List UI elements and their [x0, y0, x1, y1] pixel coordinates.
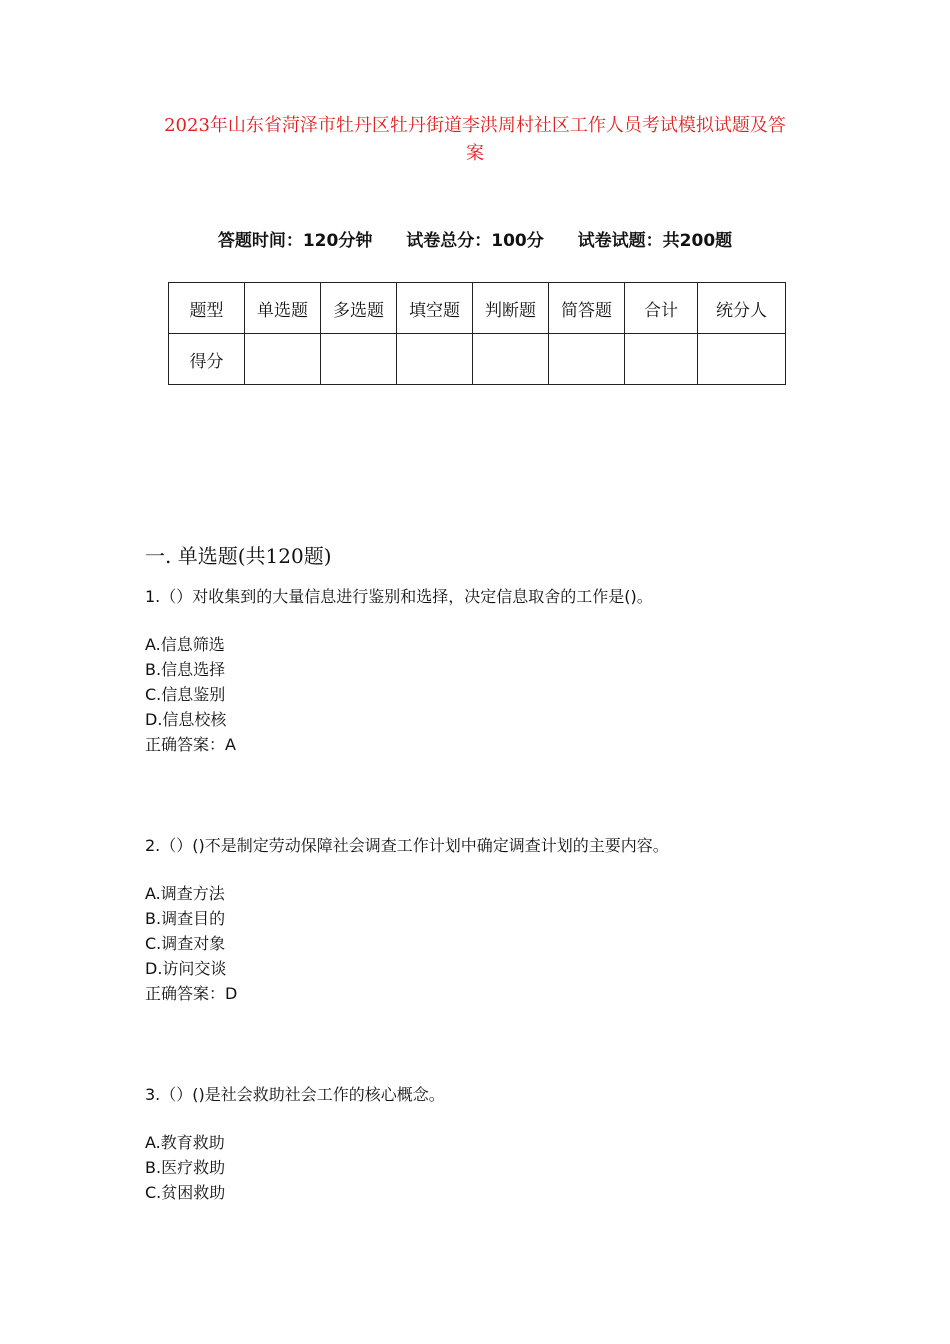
score-table-header-row	[169, 283, 786, 334]
exam-time: 答题时间：120分钟	[217, 231, 373, 251]
question-2	[145, 833, 825, 1006]
question-stem: 3.（）()是社会救助社会工作的核心概念。	[145, 1085, 445, 1104]
correct-answer: 正确答案：D	[145, 984, 238, 1003]
section-title: 一. 单选题(共120题)	[145, 544, 332, 568]
title-line-2: 案	[466, 143, 484, 164]
score-cell	[321, 334, 397, 385]
option-a: A.教育救助	[145, 1133, 225, 1152]
header-cell: 多选题	[321, 283, 397, 334]
option-c: C.信息鉴别	[145, 685, 226, 704]
score-table	[168, 282, 786, 385]
document-title	[140, 112, 810, 168]
option-b: B.信息选择	[145, 660, 226, 679]
title-line-1: 2023年山东省菏泽市牡丹区牡丹街道李洪周村社区工作人员考试模拟试题及答	[164, 115, 786, 136]
header-cell: 题型	[169, 283, 245, 334]
score-cell	[473, 334, 549, 385]
option-c: C.调查对象	[145, 934, 226, 953]
option-d: D.信息校核	[145, 710, 227, 729]
score-table-score-row	[169, 334, 786, 385]
score-cell	[245, 334, 321, 385]
score-cell	[397, 334, 473, 385]
header-cell: 判断题	[473, 283, 549, 334]
header-cell: 统分人	[698, 283, 786, 334]
header-cell: 填空题	[397, 283, 473, 334]
option-c: C.贫困救助	[145, 1183, 226, 1202]
score-cell	[625, 334, 698, 385]
correct-answer: 正确答案：A	[145, 735, 236, 754]
question-1	[145, 584, 825, 757]
option-a: A.调查方法	[145, 884, 225, 903]
score-cell	[698, 334, 786, 385]
exam-question-count: 试卷试题：共200题	[577, 231, 733, 251]
option-b: B.医疗救助	[145, 1158, 226, 1177]
header-cell: 合计	[625, 283, 698, 334]
exam-meta	[0, 226, 950, 251]
header-cell: 单选题	[245, 283, 321, 334]
option-a: A.信息筛选	[145, 635, 225, 654]
score-row-label: 得分	[169, 334, 245, 385]
exam-total-score: 试卷总分：100分	[406, 231, 544, 251]
score-cell	[549, 334, 625, 385]
option-d: D.访问交谈	[145, 959, 227, 978]
question-stem: 2.（）()不是制定劳动保障社会调查工作计划中确定调查计划的主要内容。	[145, 836, 669, 855]
header-cell: 简答题	[549, 283, 625, 334]
question-stem: 1.（）对收集到的大量信息进行鉴别和选择，决定信息取舍的工作是()。	[145, 587, 653, 606]
question-3	[145, 1082, 825, 1205]
option-b: B.调查目的	[145, 909, 226, 928]
